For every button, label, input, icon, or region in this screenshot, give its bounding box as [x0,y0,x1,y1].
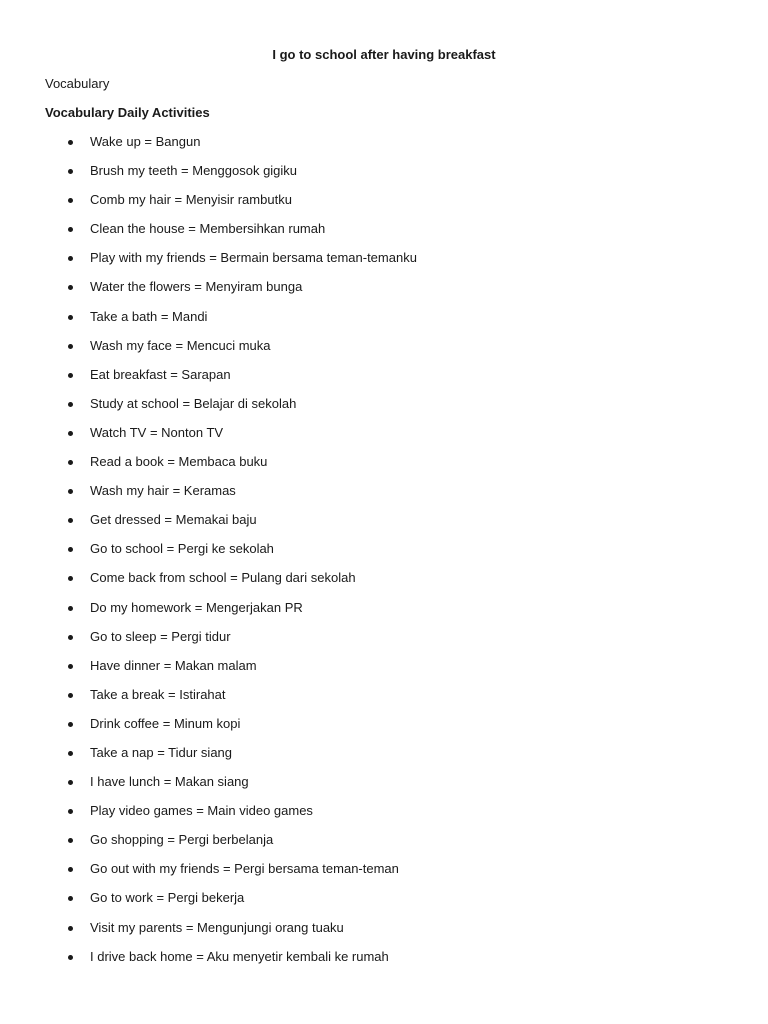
list-item-text: Read a book = Membaca buku [90,454,268,470]
list-item [0,220,768,249]
list-item [0,162,768,191]
bullet-icon [68,198,73,203]
list-item [0,366,768,395]
list-item-text: Clean the house = Membersihkan rumah [90,221,326,237]
bullet-icon [68,955,73,960]
list-item-text: Wash my hair = Keramas [90,483,236,499]
list-item-text: Play with my friends = Bermain bersama teman-temanku [90,250,417,266]
list-item [0,191,768,220]
document-title: I go to school after having breakfast [272,47,496,62]
list-item-text: Take a bath = Mandi [90,308,208,324]
section-label: Vocabulary [45,76,110,91]
list-item [0,919,768,948]
list-item-text: Brush my teeth = Menggosok gigiku [90,163,298,179]
bullet-icon [68,751,73,756]
list-item [0,599,768,628]
bullet-icon [68,867,73,872]
list-item [0,831,768,860]
list-item [0,744,768,773]
bullet-icon [68,926,73,931]
list-item [0,686,768,715]
list-item-text: Play video games = Main video games [90,803,313,819]
list-item [0,482,768,511]
bullet-icon [68,838,73,843]
bullet-icon [68,576,73,581]
list-item-text: Wake up = Bangun [90,134,201,149]
list-item [0,511,768,540]
list-item [0,889,768,918]
list-item [0,860,768,889]
bullet-icon [68,373,73,378]
bullet-icon [68,344,73,349]
list-item-text: Comb my hair = Menyisir rambutku [90,192,292,208]
section-subheading: Vocabulary Daily Activities [45,105,210,120]
list-item [0,948,768,977]
list-item-text: I have lunch = Makan siang [90,774,249,790]
list-item-text: Go shopping = Pergi berbelanja [90,832,274,848]
list-item-text: Do my homework = Mengerjakan PR [90,599,303,615]
list-item-text: Wash my face = Mencuci muka [90,337,271,353]
bullet-icon [68,606,73,611]
bullet-icon [68,635,73,640]
list-item [0,773,768,802]
list-item-text: Drink coffee = Minum kopi [90,715,241,731]
list-item [0,278,768,307]
list-item [0,802,768,831]
bullet-icon [68,256,73,261]
bullet-icon [68,169,73,174]
bullet-icon [68,227,73,232]
list-item-text: Get dressed = Memakai baju [90,512,257,528]
vocabulary-list [0,133,768,977]
bullet-icon [68,518,73,523]
list-item [0,308,768,337]
list-item [0,337,768,366]
list-item-text: Go to work = Pergi bekerja [90,890,245,906]
list-item-text: Take a nap = Tidur siang [90,744,233,760]
list-item-text: Come back from school = Pulang dari sekolah [90,570,356,586]
list-item [0,133,768,162]
list-item [0,715,768,744]
list-item-text: Water the flowers = Menyiram bunga [90,279,303,295]
list-item-text: Have dinner = Makan malam [90,657,257,673]
list-item-text: Go to school = Pergi ke sekolah [90,541,274,557]
bullet-icon [68,285,73,290]
bullet-icon [68,140,73,145]
bullet-icon [68,809,73,814]
bullet-icon [68,431,73,436]
list-item-text: Take a break = Istirahat [90,686,226,702]
list-item [0,628,768,657]
bullet-icon [68,664,73,669]
bullet-icon [68,722,73,727]
list-item-text: Go to sleep = Pergi tidur [90,628,231,644]
list-item [0,657,768,686]
bullet-icon [68,402,73,407]
list-item-text: Visit my parents = Mengunjungi orang tuaku [90,919,344,935]
list-item [0,540,768,569]
list-item [0,569,768,598]
list-item-text: Eat breakfast = Sarapan [90,366,231,382]
list-item [0,249,768,278]
list-item [0,424,768,453]
list-item-text: I drive back home = Aku menyetir kembali ke rumah [90,948,389,964]
bullet-icon [68,315,73,320]
bullet-icon [68,489,73,494]
list-item-text: Study at school = Belajar di sekolah [90,395,297,411]
bullet-icon [68,460,73,465]
list-item-text: Go out with my friends = Pergi bersama teman-teman [90,861,399,877]
list-item [0,395,768,424]
bullet-icon [68,693,73,698]
bullet-icon [68,780,73,785]
list-item-text: Watch TV = Nonton TV [90,424,224,440]
list-item [0,453,768,482]
bullet-icon [68,547,73,552]
bullet-icon [68,896,73,901]
